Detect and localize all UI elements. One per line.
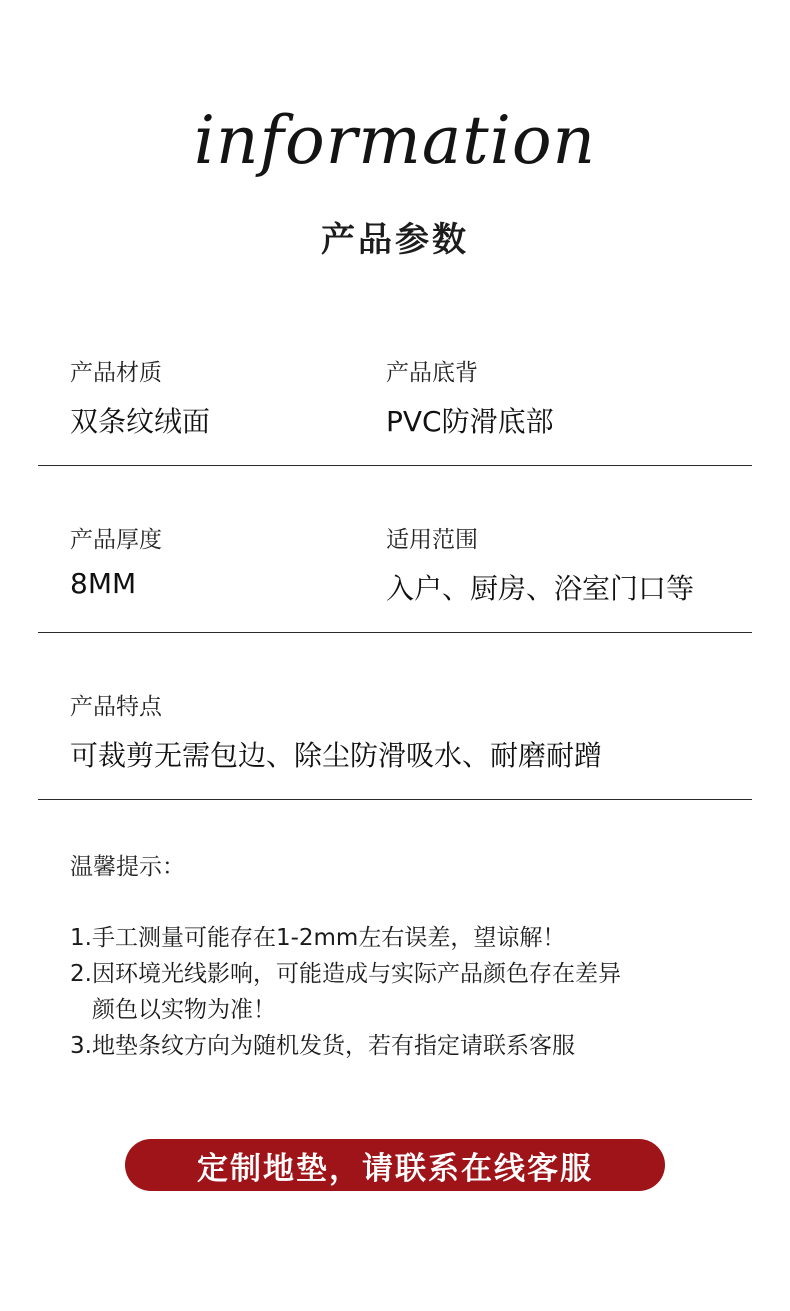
tips-title: 温馨提示： — [70, 854, 185, 880]
spec-label-backing: 产品底背 — [386, 360, 478, 386]
spec-label-scope: 适用范围 — [386, 527, 478, 553]
spec-value-scope: 入户、厨房、浴室门口等 — [386, 572, 695, 605]
tip-line: 1.手工测量可能存在1-2mm左右误差，望谅解！ — [70, 925, 566, 951]
tips-list — [70, 920, 621, 1064]
spec-label-features: 产品特点 — [70, 694, 162, 720]
tip-line: 2.因环境光线影响，可能造成与实际产品颜色存在差异 — [70, 961, 621, 987]
spec-value-features: 可裁剪无需包边、除尘防滑吸水、耐磨耐蹭 — [70, 739, 603, 772]
script-title: information — [193, 102, 597, 179]
spec-label-material: 产品材质 — [70, 360, 162, 386]
tip-line: 颜色以实物为准！ — [92, 997, 276, 1023]
spec-value-material: 双条纹绒面 — [70, 405, 211, 438]
spec-row — [38, 340, 752, 466]
spec-row — [38, 507, 752, 633]
page-title: 产品参数 — [321, 220, 469, 260]
spec-label-thickness: 产品厚度 — [70, 527, 162, 553]
spec-value-thickness: 8MM — [70, 567, 137, 600]
spec-row — [38, 674, 752, 800]
contact-service-button[interactable]: 定制地垫，请联系在线客服 — [125, 1139, 665, 1191]
spec-value-backing: PVC防滑底部 — [386, 405, 554, 438]
tip-line: 3.地垫条纹方向为随机发货，若有指定请联系客服 — [70, 1033, 575, 1059]
